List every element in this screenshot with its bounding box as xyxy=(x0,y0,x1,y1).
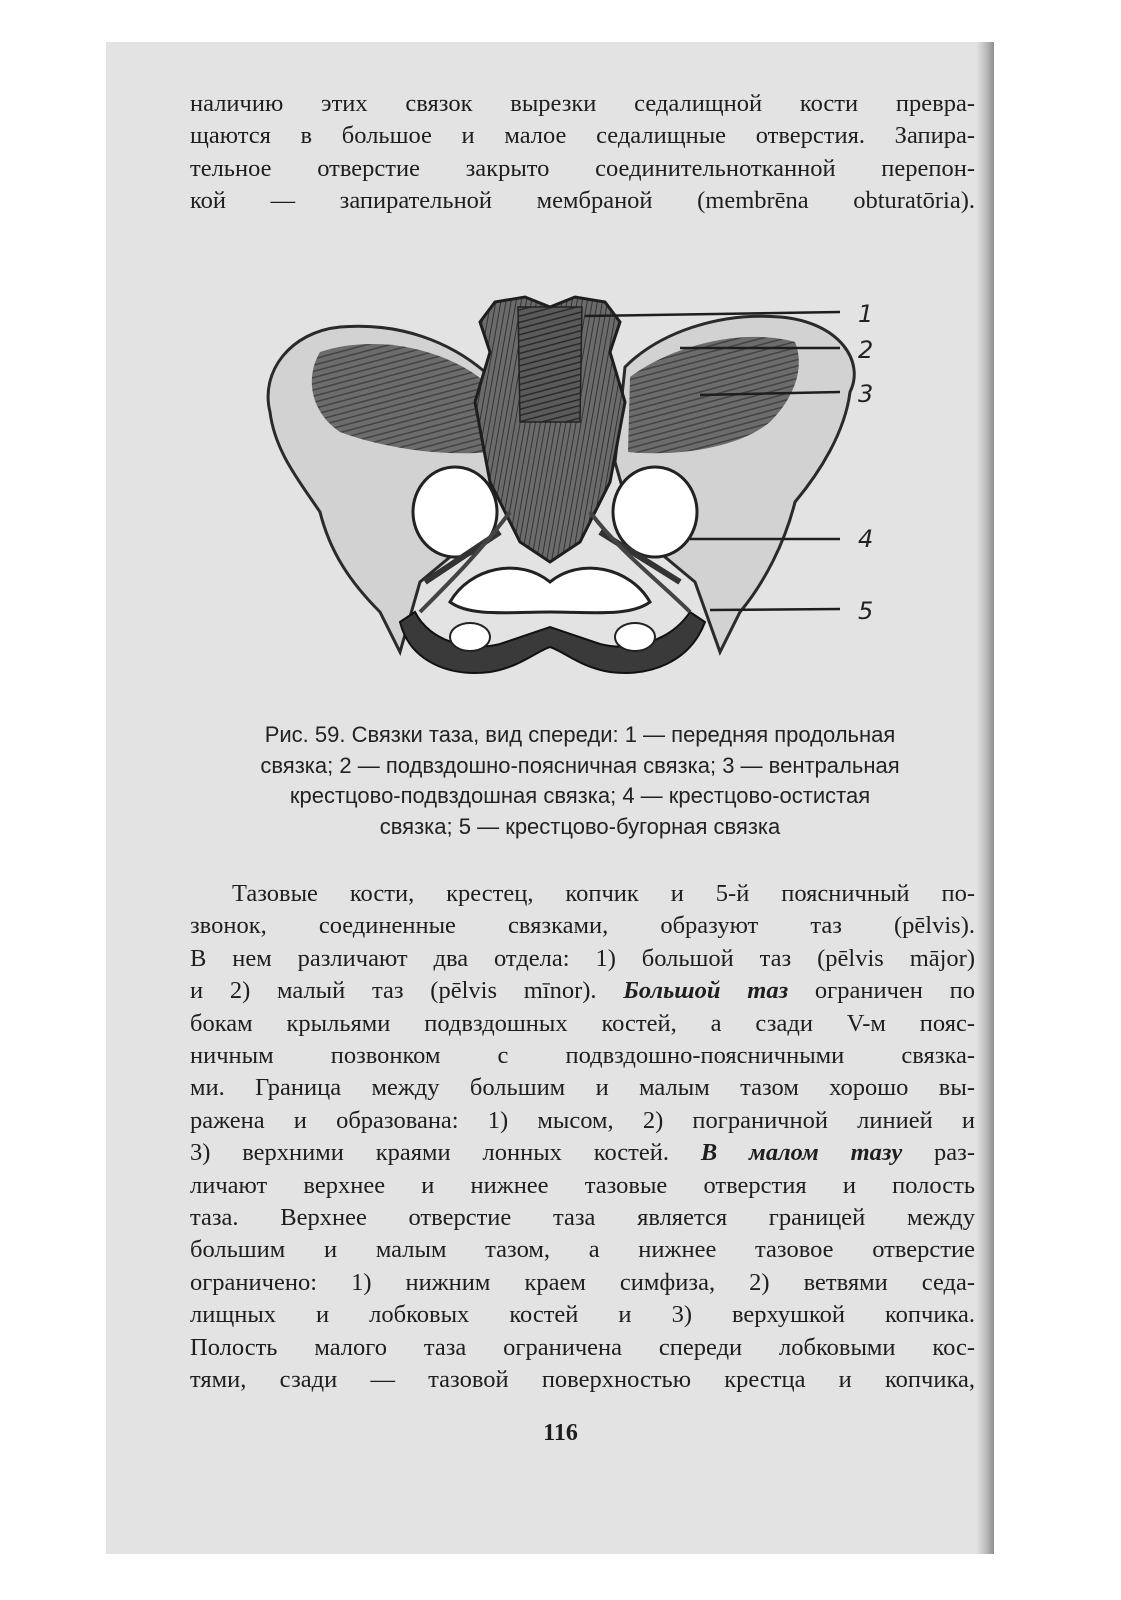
emphasis-term: В малом тазу xyxy=(700,1139,903,1167)
figure-caption xyxy=(180,720,980,842)
text-line: В нем различают два отдела: 1) большой таз (pēlvis mājor) xyxy=(190,944,975,972)
text-line: щаются в большое и малое седалищные отверстия. Запира- xyxy=(190,122,975,150)
text-line: Полость малого таза ограничена спереди лобковыми кос- xyxy=(190,1333,975,1361)
text-line xyxy=(190,975,975,1007)
leader-line-1 xyxy=(585,312,840,316)
text-line: таза. Верхнее отверстие таза является границей между xyxy=(190,1204,975,1232)
text-line: тями, сзади — тазовой поверхностью крестца и копчика, xyxy=(190,1366,975,1394)
text-line: ничным позвонком с подвздошно-поясничными связка- xyxy=(190,1042,975,1070)
figure-label-5: 5 xyxy=(858,597,874,625)
text-line: бокам крыльями подвздошных костей, а сзади V-м пояс- xyxy=(190,1009,975,1037)
text-segment: ограничен по xyxy=(788,977,975,1005)
text-line: кой — запирательной мембраной (membrēna obturatōria). xyxy=(190,187,975,215)
text-line: большим и малым тазом, а нижнее тазовое отверстие xyxy=(190,1236,975,1264)
caption-line: крестцово-подвздошная связка; 4 — крестцово-остистая xyxy=(289,783,871,808)
text-line: тельное отверстие закрыто соединительнотканной перепон- xyxy=(190,154,975,182)
text-line: ми. Граница между большим и малым тазом хорошо вы- xyxy=(190,1074,975,1102)
text-line xyxy=(190,1137,975,1169)
main-paragraph xyxy=(190,878,975,1397)
text-line: личают верхнее и нижнее тазовые отверстия и полость xyxy=(190,1171,975,1199)
page-number: 116 xyxy=(543,1420,578,1446)
caption-line: Рис. 59. Связки таза, вид спереди: 1 — передняя продольная xyxy=(264,722,896,747)
top-paragraph xyxy=(190,88,975,218)
text-line: ограничено: 1) нижним краем симфиза, 2) ветвями седа- xyxy=(190,1268,975,1296)
text-line: лищных и лобковых костей и 3) верхушкой копчика. xyxy=(190,1301,975,1329)
text-line: звонок, соединенные связками, образуют таз (pēlvis). xyxy=(190,912,975,940)
emphasis-term: Большой таз xyxy=(623,977,789,1005)
figure-label-1: 1 xyxy=(858,300,874,328)
text-segment: раз- xyxy=(902,1139,976,1167)
caption-line: связка; 2 — подвздошно-поясничная связка; 3 — вентральная xyxy=(260,752,900,778)
figure-label-3: 3 xyxy=(858,380,874,408)
pelvis-illustration xyxy=(268,297,854,673)
text-segment: и 2) малый таз (pēlvis mīnor). xyxy=(190,977,624,1005)
figure-label-2: 2 xyxy=(858,336,874,364)
figure-label-4: 4 xyxy=(858,525,874,553)
text-line: Тазовые кости, крестец, копчик и 5-й поясничный по- xyxy=(232,880,975,907)
caption-line: связка; 5 — крестцово-бугорная связка xyxy=(379,813,781,839)
text-segment: 3) верхними краями лонных костей. xyxy=(190,1139,701,1167)
text-line: ражена и образована: 1) мысом, 2) пограничной линией и xyxy=(190,1106,975,1134)
text-line: наличию этих связок вырезки седалищной кости превра- xyxy=(190,90,975,117)
leader-line-5 xyxy=(710,609,840,610)
pelvis-ligaments-figure xyxy=(250,282,890,692)
